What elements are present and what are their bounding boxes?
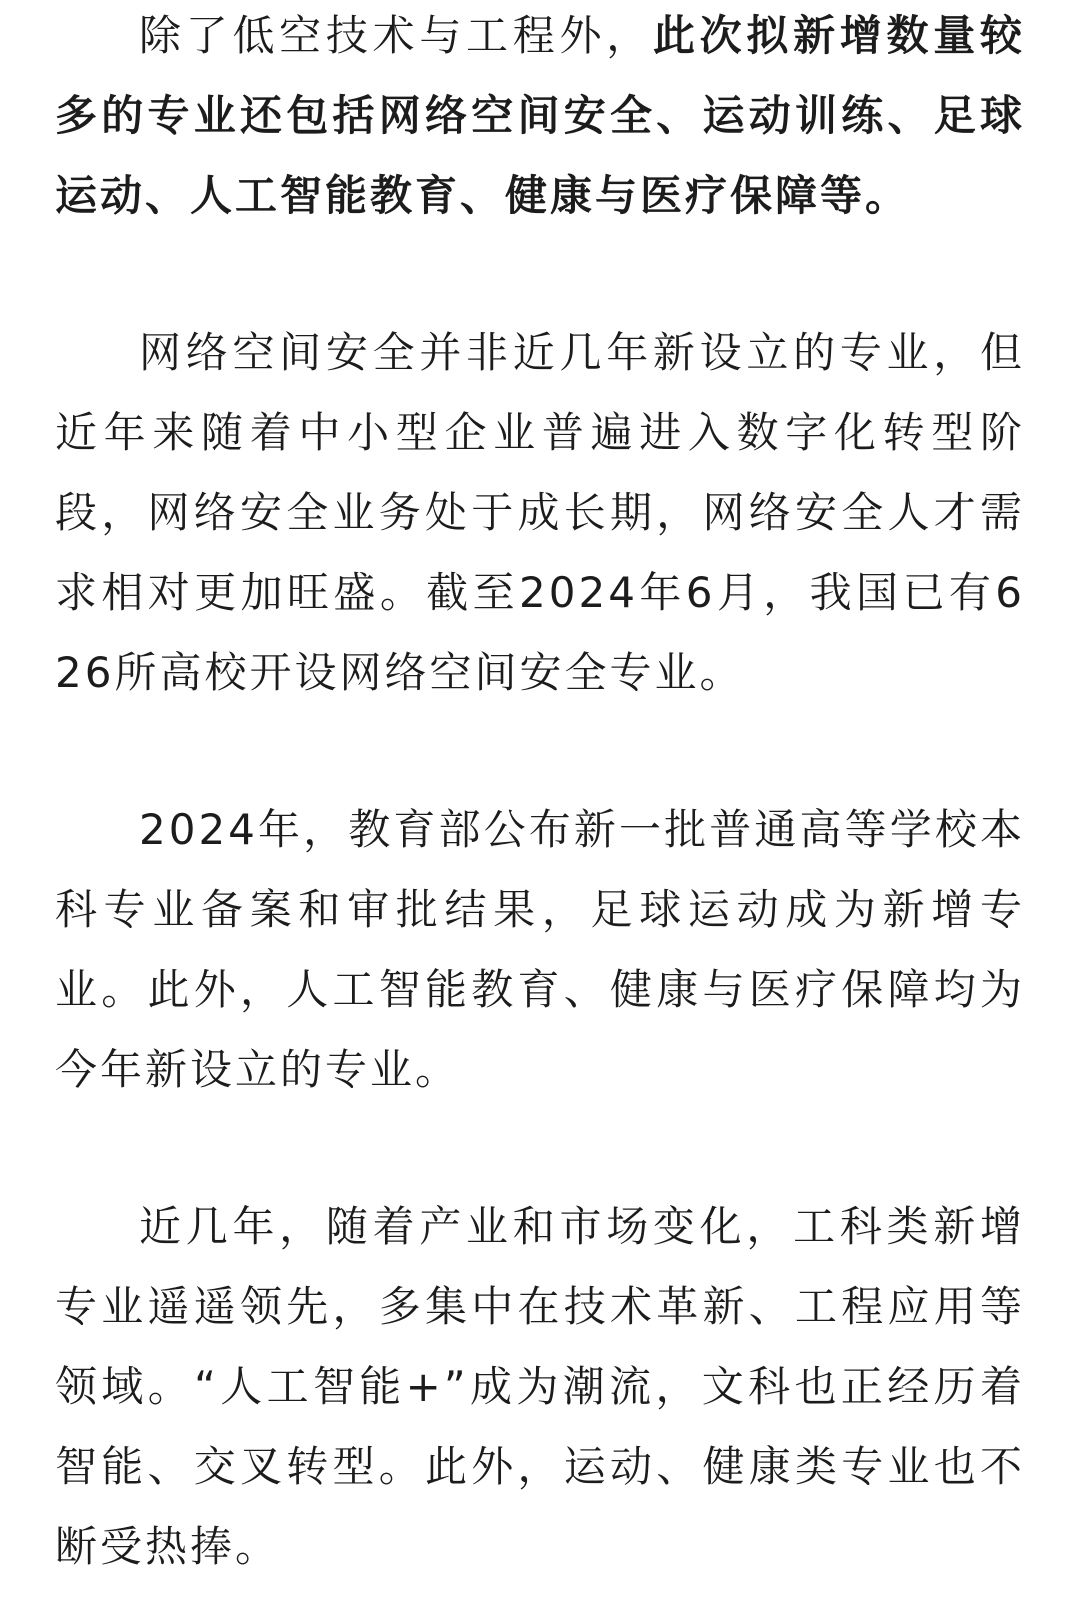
paragraph-4: 近几年，随着产业和市场变化，工科类新增专业遥遥领先，多集中在技术革新、工程应用等领域。“人工智能+”成为潮流，文科也正经历着智能、交叉转型。此外，运动、健康类专业也不断受热捧。	[55, 1202, 1025, 1571]
paragraph-1-bold: 此次拟新增数量较多的专业还包括网络空间安全、运动训练、足球运动、人工智能教育、健康与医疗保障等。	[55, 11, 1025, 220]
paragraph-1	[55, 0, 1025, 236]
paragraph-3: 2024年，教育部公布新一批普通高等学校本科专业备案和审批结果，足球运动成为新增专业。此外，人工智能教育、健康与医疗保障均为今年新设立的专业。	[55, 805, 1025, 1094]
paragraph-1-lead: 除了低空技术与工程外，	[139, 11, 653, 60]
paragraph-2: 网络空间安全并非近几年新设立的专业，但近年来随着中小型企业普遍进入数字化转型阶段，网络安全业务处于成长期，网络安全人才需求相对更加旺盛。截至2024年6月，我国已有626所高校开设网络空间安全专业。	[55, 328, 1025, 697]
